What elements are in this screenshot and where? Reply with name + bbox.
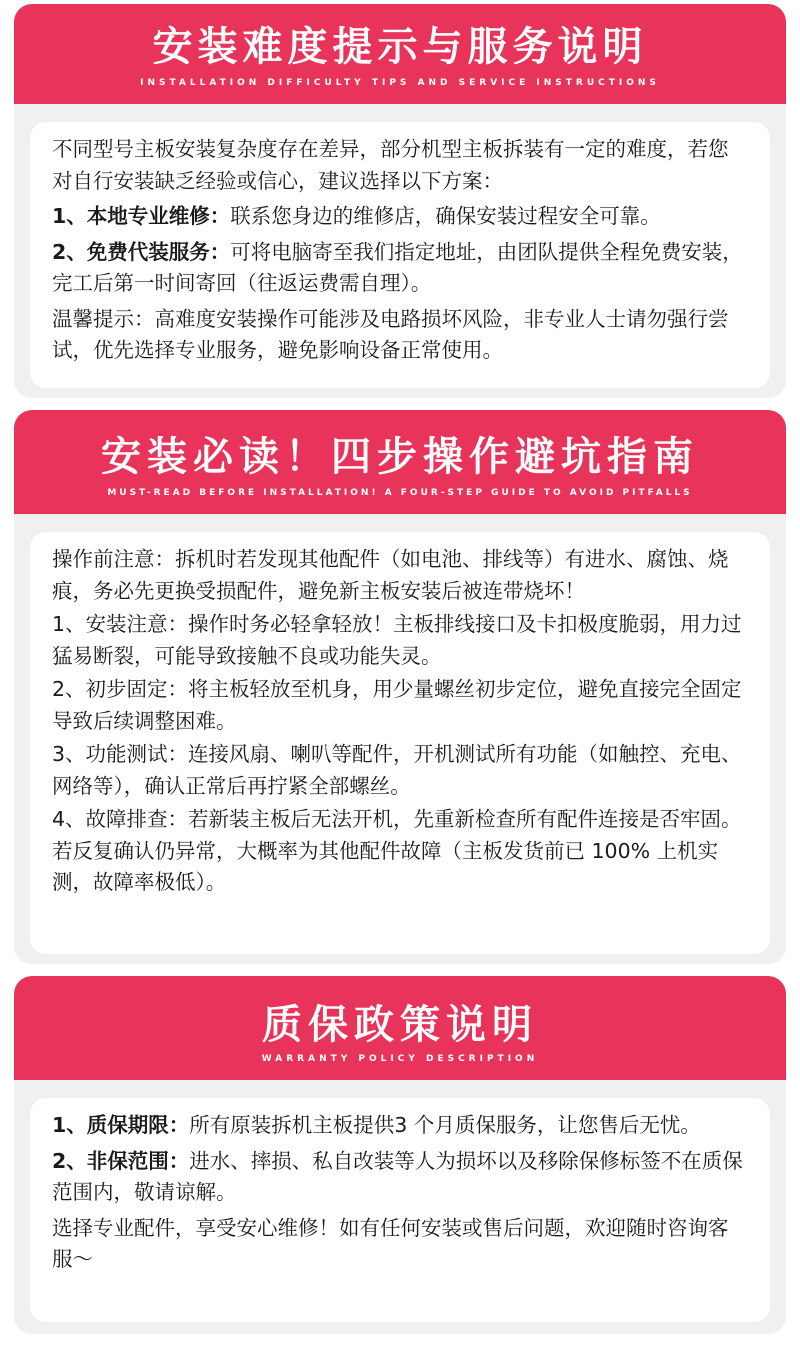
section-subtitle: WARRANTY POLICY DESCRIPTION xyxy=(261,1054,539,1064)
section-subtitle: MUST-READ BEFORE INSTALLATION! A FOUR-STEP GUIDE TO AVOID PITFALLS xyxy=(107,488,693,498)
option-free-install xyxy=(52,237,748,300)
item-label: 1、质保期限： xyxy=(52,1113,190,1137)
intro-text: 不同型号主板安装复杂度存在差异，部分机型主板拆装有一定的难度，若您对自行安装缺乏经验或信心，建议选择以下方案： xyxy=(52,137,729,193)
option-label: 1、本地专业维修： xyxy=(52,204,231,228)
closing-text: 选择专业配件，享受安心维修！如有任何安装或售后问题，欢迎随时咨询客服～ xyxy=(52,1215,729,1271)
section-header xyxy=(14,410,786,514)
step-item: 2、初步固定：将主板轻放至机身，用少量螺丝初步定位，避免直接完全固定导致后续调整困难。 xyxy=(52,677,742,733)
item-text: 进水、摔损、私自改装等人为损坏以及移除保修标签不在质保范围内，敬请谅解。 xyxy=(52,1148,743,1204)
section-body xyxy=(30,1098,770,1322)
section-title: 安装必读！四步操作避坑指南 xyxy=(101,434,699,480)
warm-tip: 温馨提示：高难度安装操作可能涉及电路损坏风险，非专业人士请勿强行尝试，优先选择专业服务，避免影响设备正常使用。 xyxy=(52,306,729,362)
warranty-period xyxy=(52,1110,748,1142)
section-body xyxy=(30,532,770,954)
section-header xyxy=(14,4,786,104)
section-title: 质保政策说明 xyxy=(262,1002,538,1048)
item-text: 所有原装拆机主板提供3 个月质保服务，让您售后无忧。 xyxy=(189,1113,701,1137)
section-header xyxy=(14,976,786,1080)
section-body xyxy=(30,122,770,388)
item-label: 2、非保范围： xyxy=(52,1148,190,1173)
pre-operation-note: 操作前注意：拆机时若发现其他配件（如电池、排线等）有进水、腐蚀、烧痕，务必先更换受损配件，避免新主板安装后被连带烧坏！ xyxy=(52,547,729,603)
installation-difficulty-section xyxy=(14,4,786,398)
option-local-repair xyxy=(52,201,748,233)
step-item: 4、故障排查：若新装主板后无法开机，先重新检查所有配件连接是否牢固。若反复确认仍异常，大概率为其他配件故障（主板发货前已 100% 上机实测，故障率极低）。 xyxy=(52,807,742,894)
section-title: 安装难度提示与服务说明 xyxy=(152,24,648,70)
option-text: 联系您身边的维修店，确保安装过程安全可靠。 xyxy=(230,204,661,228)
step-item: 1、安装注意：操作时务必轻拿轻放！主板排线接口及卡扣极度脆弱，用力过猛易断裂，可能导致接触不良或功能失灵。 xyxy=(52,612,742,668)
warranty-policy-section xyxy=(14,976,786,1334)
warranty-exclusions xyxy=(52,1146,748,1209)
install-guide-section xyxy=(14,410,786,964)
option-label: 2、免费代装服务： xyxy=(52,239,231,264)
section-subtitle: INSTALLATION DIFFICULTY TIPS AND SERVICE INSTRUCTIONS xyxy=(140,78,660,88)
option-text: 可将电脑寄至我们指定地址，由团队提供全程免费安装，完工后第一时间寄回（往返运费需自理）。 xyxy=(52,239,743,295)
step-item: 3、功能测试：连接风扇、喇叭等配件，开机测试所有功能（如触控、充电、网络等），确认正常后再拧紧全部螺丝。 xyxy=(52,742,742,798)
